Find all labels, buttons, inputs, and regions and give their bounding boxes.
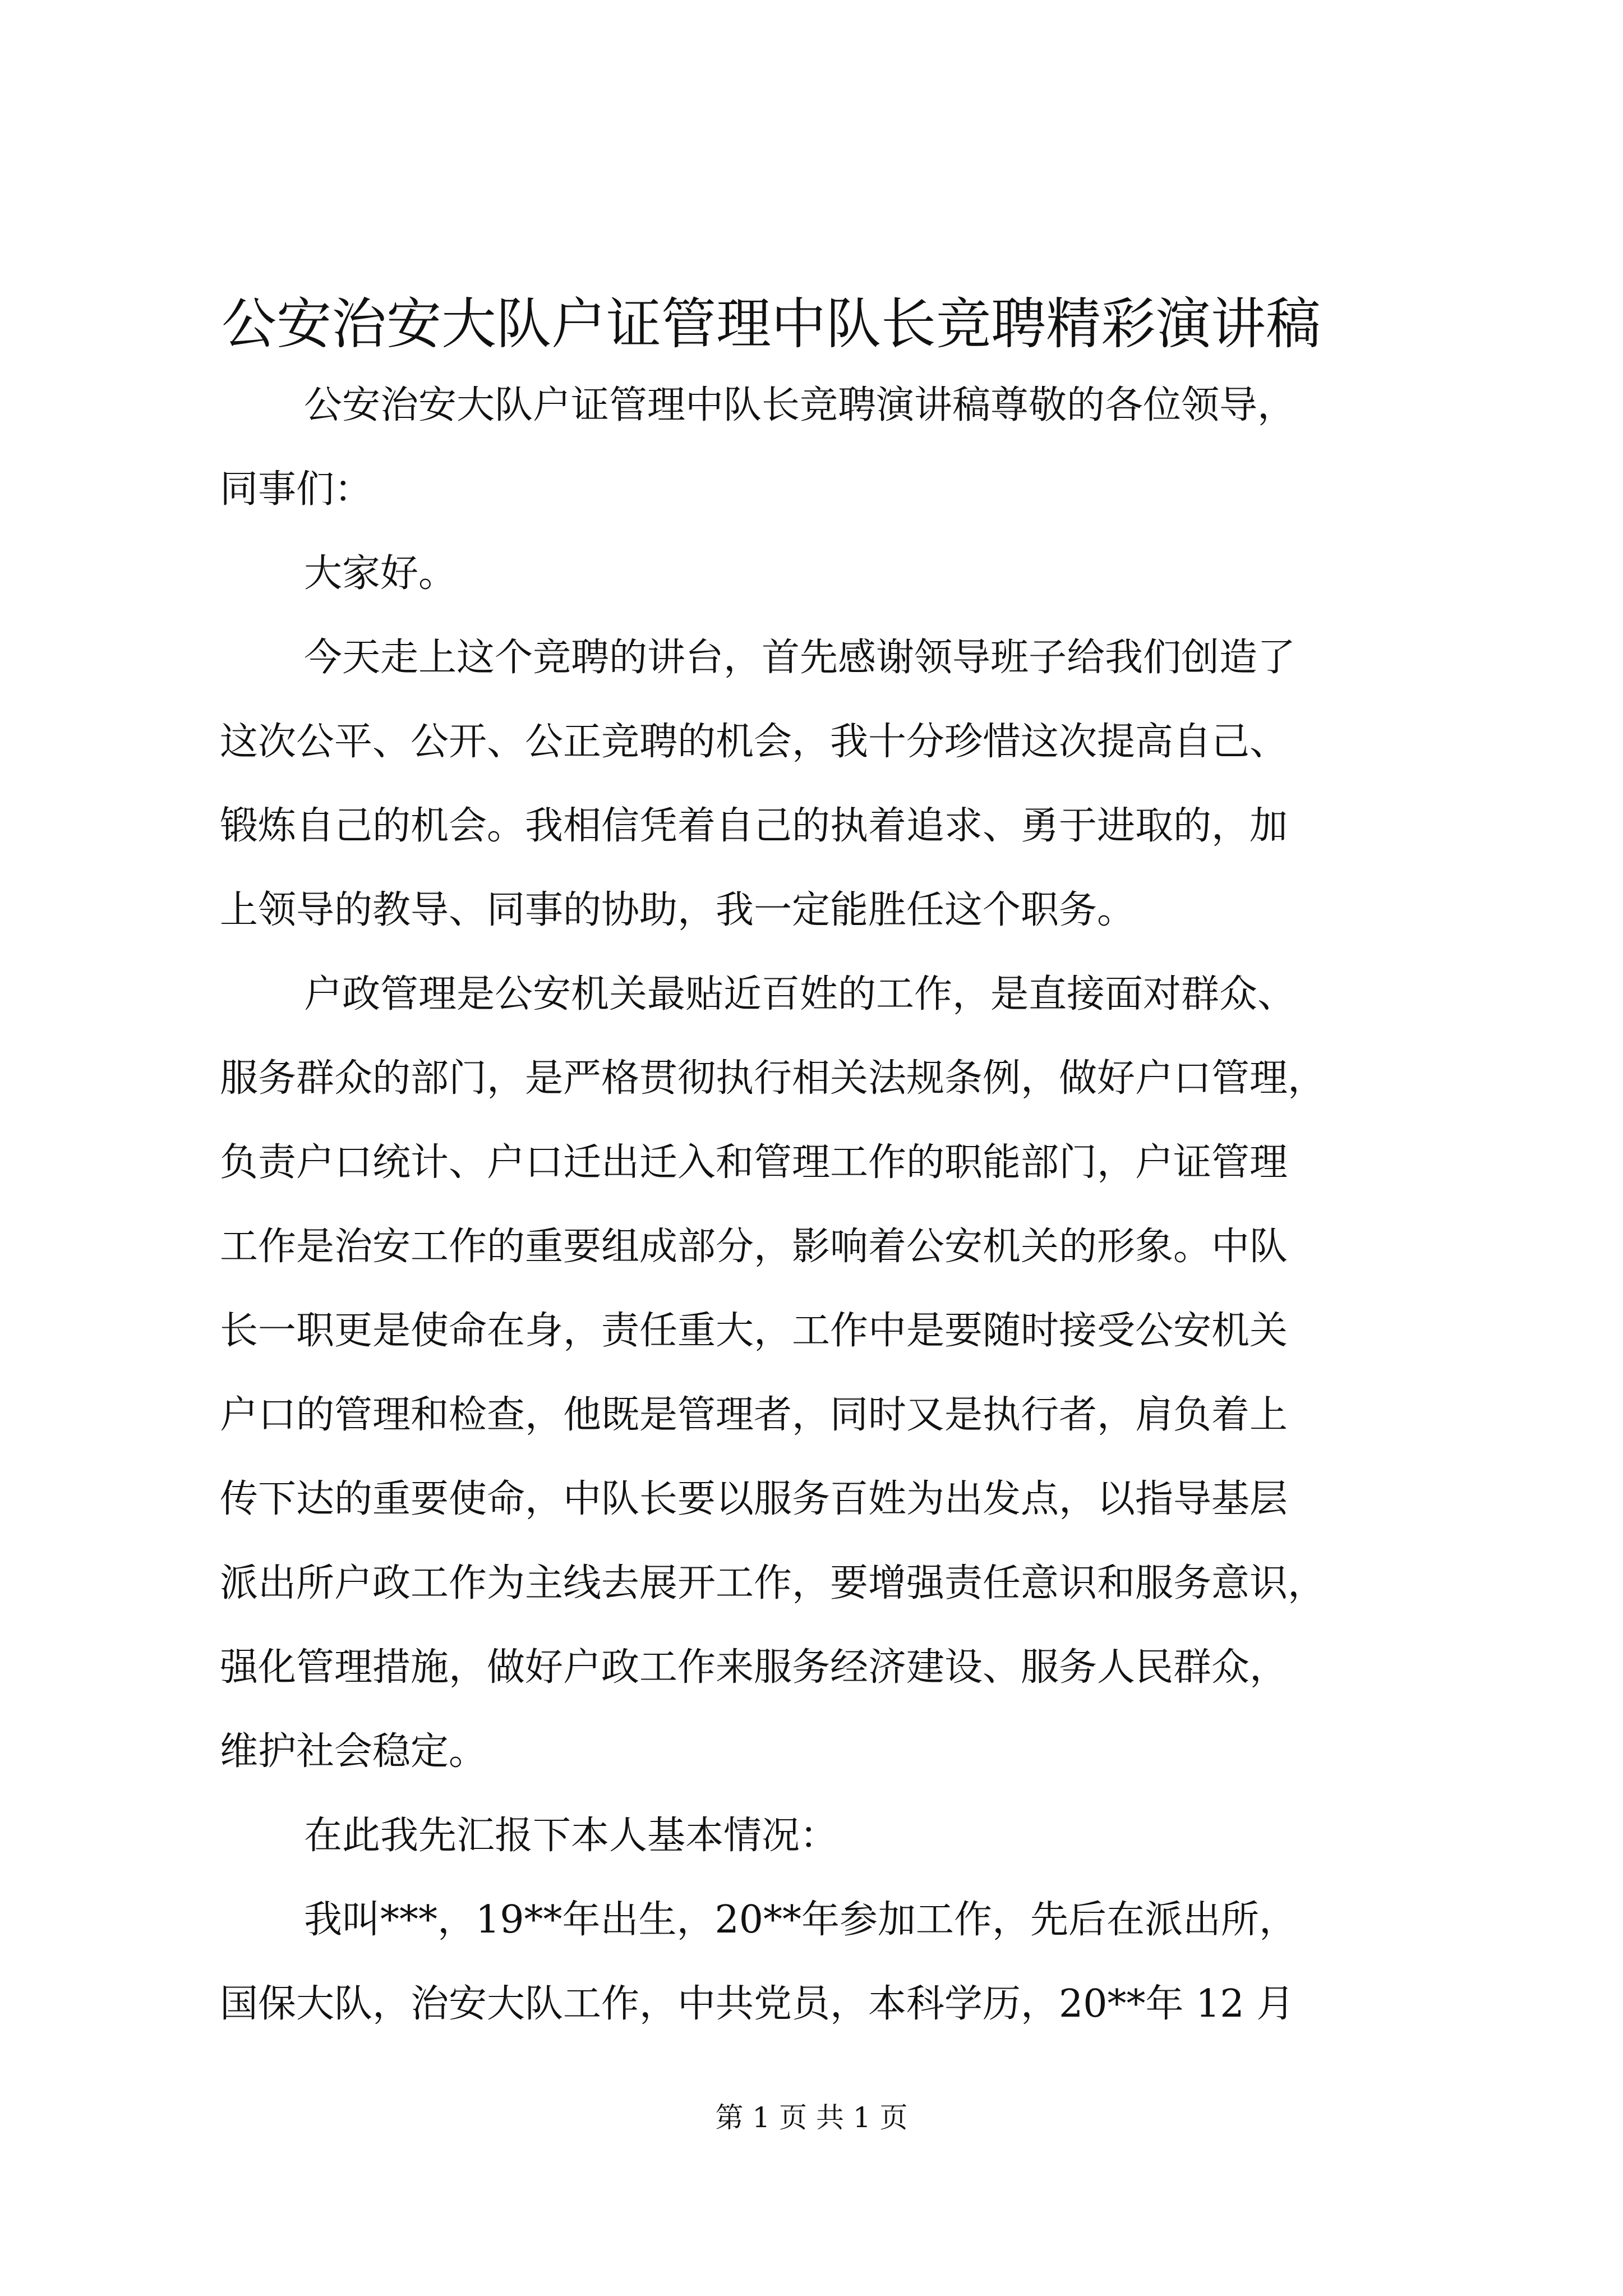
page-footer: 第 1 页 共 1 页 bbox=[715, 2101, 908, 2134]
body-line: 这次公平、公开、公正竞聘的机会，我十分珍惜这次提高自己、 bbox=[220, 720, 1288, 764]
body-line: 在此我先汇报下本人基本情况： bbox=[304, 1814, 838, 1858]
body-line: 派出所户政工作为主线去展开工作，要增强责任意识和服务意识， bbox=[220, 1561, 1326, 1605]
body-line: 服务群众的部门，是严格贯彻执行相关法规条例，做好户口管理， bbox=[220, 1056, 1326, 1101]
document-title: 公安治安大队户证管理中队长竞聘精彩演讲稿 bbox=[222, 292, 1321, 356]
body-line: 同事们： bbox=[220, 467, 373, 512]
body-line: 传下达的重要使命，中队长要以服务百姓为出发点，以指导基层 bbox=[220, 1477, 1288, 1521]
body-line: 今天走上这个竞聘的讲台，首先感谢领导班子给我们创造了 bbox=[304, 636, 1296, 680]
body-line: 强化管理措施，做好户政工作来服务经济建设、服务人民群众， bbox=[220, 1645, 1288, 1690]
body-line: 长一职更是使命在身，责任重大，工作中是要随时接受公安机关 bbox=[220, 1309, 1288, 1353]
body-line: 大家好。 bbox=[304, 551, 457, 596]
body-line: 公安治安大队户证管理中队长竞聘演讲稿尊敬的各位领导， bbox=[304, 383, 1296, 427]
body-line: 户政管理是公安机关最贴近百姓的工作，是直接面对群众、 bbox=[304, 972, 1296, 1016]
body-line: 维护社会稳定。 bbox=[220, 1729, 487, 1774]
body-line: 锻炼自己的机会。我相信凭着自己的执着追求、勇于进取的，加 bbox=[220, 804, 1288, 848]
body-line: 我叫***，19**年出生，20**年参加工作，先后在派出所， bbox=[304, 1898, 1298, 1942]
body-line: 工作是治安工作的重要组成部分，影响着公安机关的形象。中队 bbox=[220, 1225, 1288, 1269]
document-body bbox=[220, 364, 1412, 2046]
body-line: 国保大队，治安大队工作，中共党员，本科学历，20**年 12 月 bbox=[220, 1982, 1295, 2026]
body-line: 上领导的教导、同事的协助，我一定能胜任这个职务。 bbox=[220, 888, 1136, 932]
body-line: 户口的管理和检查，他既是管理者，同时又是执行者，肩负着上 bbox=[220, 1393, 1288, 1437]
body-line: 负责户口统计、户口迁出迁入和管理工作的职能部门，户证管理 bbox=[220, 1140, 1288, 1185]
